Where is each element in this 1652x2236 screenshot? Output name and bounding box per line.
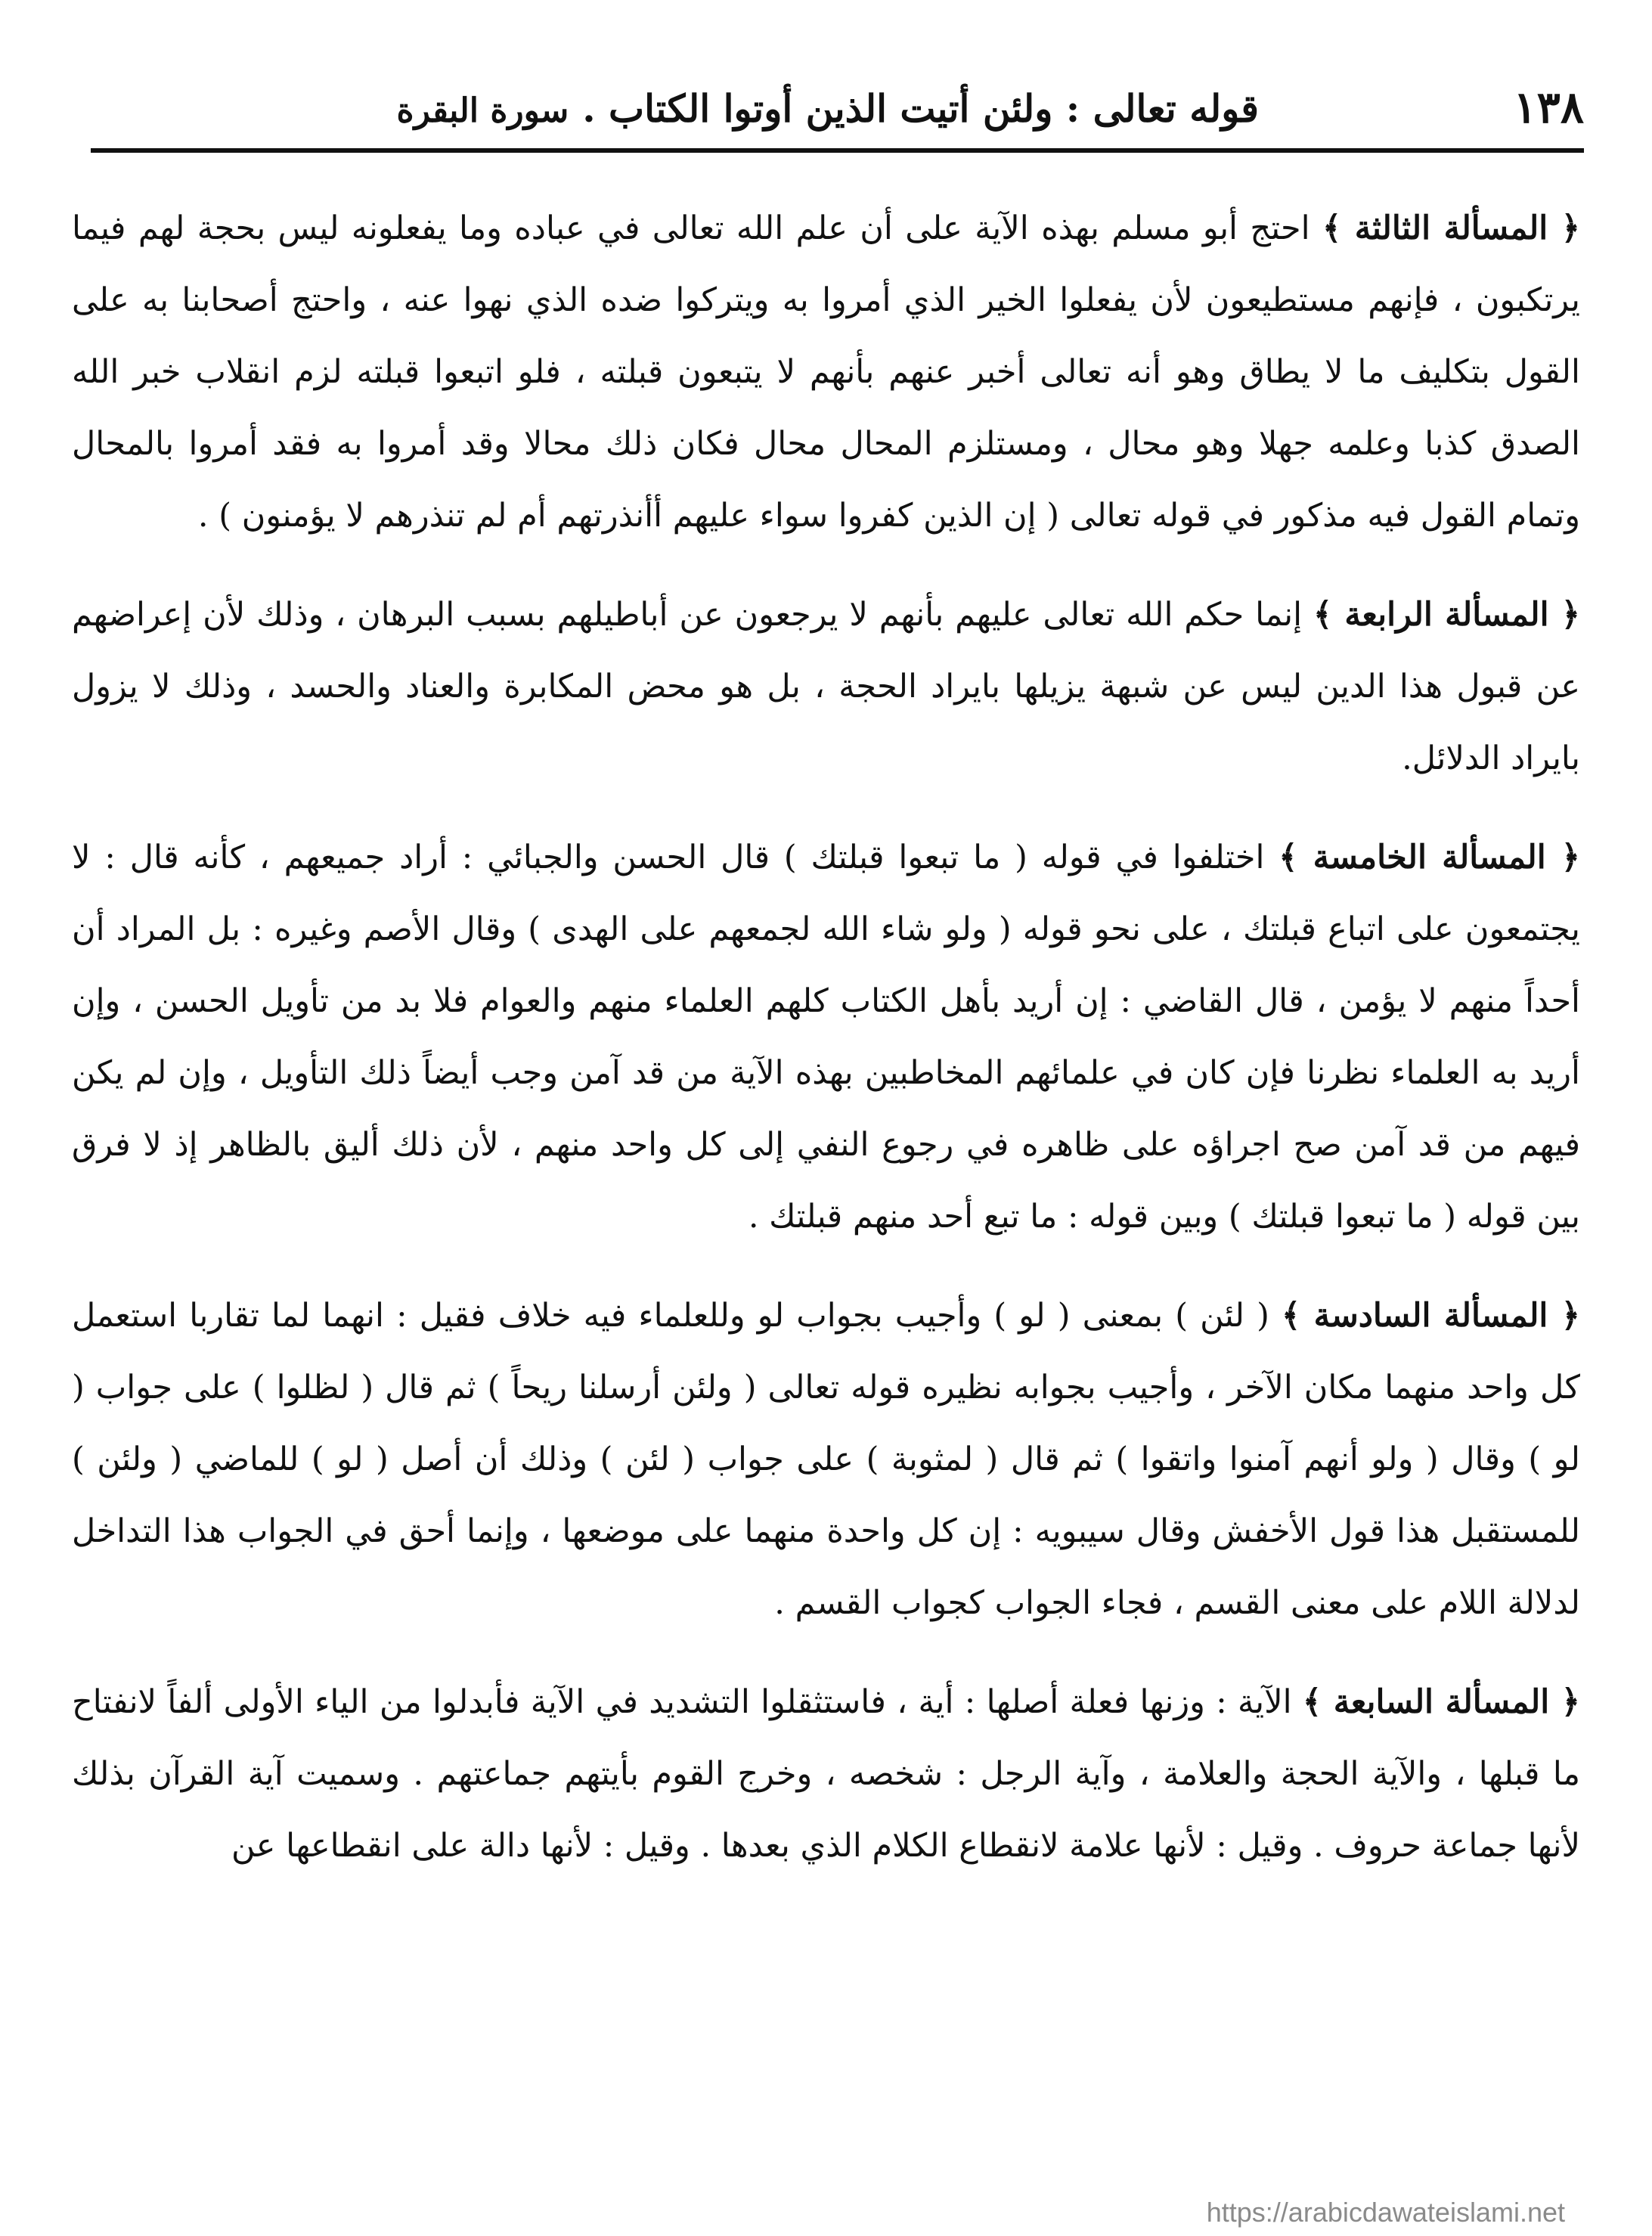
- page-number: ١٣٨: [1513, 82, 1584, 133]
- paragraph-masala-4: [72, 579, 1580, 795]
- running-title: قوله تعالى : ولئن أتيت الذين أوتوا الكتاب .: [582, 86, 1259, 131]
- paragraph-masala-6: [72, 1280, 1580, 1639]
- paragraph-title: ﴿ المسألة السابعة ﴾: [1302, 1683, 1580, 1721]
- paragraph-title: ﴿ المسألة الرابعة ﴾: [1313, 596, 1581, 634]
- paragraph-text: ( لئن ) بمعنى ( لو ) وأجيب بجواب لو وللعلماء فيه خلاف فقيل : انهما لما تقاربا استعمل كل واحد منهما مكان الآخر ، وأجيب بجوابه نظيره قوله تعالى ( ولئن أرسلنا ريحاً ) ثم قال ( لظلوا ) على جواب ( لو ) وقال ( ولو أنهم آمنوا واتقوا ) ثم قال ( لمثوبة ) على جواب ( لئن ) وذلك أن أصل ( لو ) للماضي ( ولئن ) للمستقبل هذا قول الأخفش وقال سيبويه : إن كل واحدة منهما على موضعها ، وإنما أحق في الجواب هذا التداخل لدلالة اللام على معنى القسم ، فجاء الجواب كجواب القسم .: [72, 1297, 1580, 1622]
- paragraph-text: الآية : وزنها فعلة أصلها : أية ، فاستثقلوا التشديد في الآية فأبدلوا من الياء الأولى ألفاً لانفتاح ما قبلها ، والآية الحجة والعلامة ، وآية الرجل : شخصه ، وخرج القوم بأيتهم جماعتهم . وسميت آية القرآن بذلك لأنها جماعة حروف . وقيل : لأنها علامة لانقطاع الكلام الذي بعدها . وقيل : لأنها دالة على انقطاعها عن: [72, 1683, 1580, 1865]
- paragraph-title: ﴿ المسألة الثالثة ﴾: [1322, 209, 1581, 247]
- page-body: [72, 193, 1580, 1909]
- watermark-url: https://arabicdawateislami.net: [1206, 2197, 1565, 2228]
- paragraph-title: ﴿ المسألة السادسة ﴾: [1282, 1297, 1580, 1335]
- page-header: [91, 76, 1584, 151]
- header-rule: [91, 148, 1584, 153]
- paragraph-text: إنما حكم الله تعالى عليهم بأنهم لا يرجعون عن أباطيلهم بسبب البرهان ، وذلك لأن إعراضهم عن قبول هذا الدين ليس عن شبهة يزيلها بايراد الحجة ، بل هو محض المكابرة والعناد والحسد ، وذلك لا يزول بايراد الدلائل.: [72, 596, 1580, 777]
- paragraph-text: احتج أبو مسلم بهذه الآية على أن علم الله تعالى في عباده وما يفعلونه ليس بحجة لهم فيما يرتكبون ، فإنهم مستطيعون لأن يفعلوا الخير الذي أمروا به ويتركوا ضده الذي نهوا عنه ، واحتج أصحابنا به على القول بتكليف ما لا يطاق وهو أنه تعالى أخبر عنهم بأنهم لا يتبعون قبلته ، فلو اتبعوا قبلته لزم انقلاب خبر الله الصدق كذبا وعلمه جهلا وهو محال ، ومستلزم المحال محال فكان ذلك محالا وقد أمروا به فقد أمروا بالمحال وتمام القول فيه مذكور في قوله تعالى ( إن الذين كفروا سواء عليهم أأنذرتهم أم لم تنذرهم لا يؤمنون ) .: [72, 209, 1580, 535]
- paragraph-title: ﴿ المسألة الخامسة ﴾: [1279, 839, 1581, 876]
- paragraph-masala-5: [72, 822, 1580, 1253]
- running-head: [397, 86, 1259, 131]
- paragraph-masala-3: [72, 193, 1580, 552]
- paragraph-text: اختلفوا في قوله ( ما تبعوا قبلتك ) قال الحسن والجبائي : أراد جميعهم ، كأنه قال : لا يجتمعون على اتباع قبلتك ، على نحو قوله ( ولو شاء الله لجمعهم على الهدى ) وقال الأصم وغيره : بل المراد أن أحداً منهم لا يؤمن ، قال القاضي : إن أريد بأهل الكتاب كلهم العلماء منهم والعوام فلا بد من تأويل الحسن ، وإن أريد به العلماء نظرنا فإن كان في علمائهم المخاطبين بهذه الآية من قد آمن وجب أيضاً ذلك التأويل ، وإن لم يكن فيهم من قد آمن صح اجراؤه على ظاهره في رجوع النفي إلى كل واحد منهم ، لأن ذلك أليق بالظاهر إذ لا فرق بين قوله ( ما تبعوا قبلتك ) وبين قوله : ما تبع أحد منهم قبلتك .: [72, 839, 1580, 1236]
- sura-name: سورة البقرة: [396, 91, 569, 130]
- paragraph-masala-7: [72, 1667, 1580, 1882]
